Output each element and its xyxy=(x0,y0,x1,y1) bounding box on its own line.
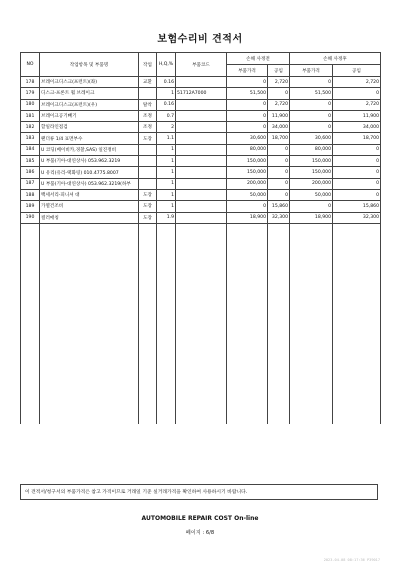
cell-b-labor: 32,300 xyxy=(268,212,290,223)
cell-hq: 1 xyxy=(157,167,176,178)
cell-work xyxy=(139,156,157,167)
cell-b-labor: 11,900 xyxy=(268,110,290,121)
col-code-header: 부품코드 xyxy=(176,53,227,77)
cell-hq: 2 xyxy=(157,122,176,133)
cell-code xyxy=(176,77,227,88)
cell-hq: 1 xyxy=(157,88,176,99)
cell-code xyxy=(176,212,227,223)
cell-a-labor: 11,900 xyxy=(333,110,381,121)
cell-a-labor: 0 xyxy=(333,88,381,99)
before-assessment-header: 손해 사정전 xyxy=(227,53,290,65)
cell-no: 178 xyxy=(21,77,40,88)
cell-item: 컬러매칭 xyxy=(40,212,139,223)
cell-a-part: 150,000 xyxy=(290,167,333,178)
cell-b-labor: 18,700 xyxy=(268,133,290,144)
cell-b-part: 0 xyxy=(227,77,268,88)
cell-no: 180 xyxy=(21,99,40,110)
cell-work: 도장 xyxy=(139,133,157,144)
cell-b-labor: 0 xyxy=(268,156,290,167)
col-no-header: NO xyxy=(21,53,40,77)
cell-hq: 1 xyxy=(157,144,176,155)
cell-a-part: 200,000 xyxy=(290,178,333,189)
cell-b-labor: 34,000 xyxy=(268,122,290,133)
cell-a-labor: 32,300 xyxy=(333,212,381,223)
cell-no: 184 xyxy=(21,144,40,155)
cell-code xyxy=(176,189,227,200)
cell-no: 190 xyxy=(21,212,40,223)
table-row xyxy=(21,144,381,155)
cell-no: 185 xyxy=(21,156,40,167)
cell-b-part: 0 xyxy=(227,99,268,110)
cell-item: U 부품(기아-대연상사) 053.962.3219(하부 xyxy=(40,178,139,189)
cell-work xyxy=(139,144,157,155)
cell-item: 브레이크공기빼기 xyxy=(40,110,139,121)
cell-work: 도장 xyxy=(139,189,157,200)
cell-code xyxy=(176,201,227,212)
cell-b-part: 150,000 xyxy=(227,167,268,178)
cell-work: 도장 xyxy=(139,212,157,223)
cell-item: U 부품(기아-대연상사) 053.962.3219 xyxy=(40,156,139,167)
cell-b-part: 80,000 xyxy=(227,144,268,155)
cell-a-part: 51,500 xyxy=(290,88,333,99)
cell-a-part: 0 xyxy=(290,99,333,110)
cell-b-labor: 0 xyxy=(268,167,290,178)
cell-work: 교환 xyxy=(139,77,157,88)
cell-work: 도장 xyxy=(139,201,157,212)
cell-work xyxy=(139,178,157,189)
cell-a-part: 50,000 xyxy=(290,189,333,200)
table-row xyxy=(21,156,381,167)
cell-item: 디스크-프론트 휠 브레이크 xyxy=(40,88,139,99)
table-body xyxy=(21,77,381,424)
cell-item: 백세서리-피니셔 대 xyxy=(40,189,139,200)
cell-hq: 1 xyxy=(157,201,176,212)
cell-no: 183 xyxy=(21,133,40,144)
cell-item: 할일라인점검 xyxy=(40,122,139,133)
cell-hq: 1.9 xyxy=(157,212,176,223)
cell-b-part: 30,600 xyxy=(227,133,268,144)
cell-b-part: 51,500 xyxy=(227,88,268,99)
cell-item: U 유리(유리-택화링) 010.4775.8007 xyxy=(40,167,139,178)
cell-a-labor: 2,720 xyxy=(333,99,381,110)
cell-b-part: 18,900 xyxy=(227,212,268,223)
cell-a-labor: 34,000 xyxy=(333,122,381,133)
table-row xyxy=(21,88,381,99)
cell-code xyxy=(176,167,227,178)
cell-code: 51712A7000 xyxy=(176,88,227,99)
cell-hq: 0.7 xyxy=(157,110,176,121)
cell-code xyxy=(176,156,227,167)
table-blank-area xyxy=(21,223,381,424)
before-labor-header: 공임 xyxy=(268,65,290,77)
cell-a-part: 150,000 xyxy=(290,156,333,167)
cell-a-labor: 0 xyxy=(333,144,381,155)
cell-work: 조정 xyxy=(139,110,157,121)
table-row xyxy=(21,122,381,133)
table-row xyxy=(21,110,381,121)
cell-a-labor: 0 xyxy=(333,189,381,200)
cell-a-part: 80,000 xyxy=(290,144,333,155)
cell-hq: 1 xyxy=(157,156,176,167)
cell-item: 브레이크디스크(프런트)(우) xyxy=(40,99,139,110)
cell-a-labor: 15,860 xyxy=(333,201,381,212)
print-stamp: 2023-04-08 08:17:36 P39017 xyxy=(323,558,380,562)
cell-work: 조정 xyxy=(139,122,157,133)
cell-a-part: 0 xyxy=(290,110,333,121)
table-row xyxy=(21,99,381,110)
cell-a-labor: 2,720 xyxy=(333,77,381,88)
table-row xyxy=(21,189,381,200)
cell-no: 186 xyxy=(21,167,40,178)
page-number: 페이지 : 6/8 xyxy=(185,530,215,536)
cell-a-labor: 0 xyxy=(333,178,381,189)
cell-hq: 0.16 xyxy=(157,99,176,110)
cell-no: 187 xyxy=(21,178,40,189)
after-assessment-header: 손해 사정후 xyxy=(290,53,381,65)
table-row xyxy=(21,133,381,144)
cell-b-labor: 0 xyxy=(268,144,290,155)
table-row xyxy=(21,167,381,178)
cell-b-part: 200,000 xyxy=(227,178,268,189)
cell-b-labor: 2,720 xyxy=(268,99,290,110)
cell-code xyxy=(176,110,227,121)
cell-b-labor: 15,860 xyxy=(268,201,290,212)
cell-b-part: 50,000 xyxy=(227,189,268,200)
cell-code xyxy=(176,122,227,133)
cell-b-part: 0 xyxy=(227,122,268,133)
after-part-price-header: 부품가격 xyxy=(290,65,333,77)
col-hq-header: H,Q,% xyxy=(157,53,176,77)
before-part-price-header: 부품가격 xyxy=(227,65,268,77)
price-notice: 이 견적서/청구서의 부품가격은 참고 가격이므로 거래일 기준 실거래가격을 확인하여 사용하시기 바랍니다. xyxy=(20,484,378,500)
cell-b-labor: 0 xyxy=(268,178,290,189)
col-work-header: 작업 xyxy=(139,53,157,77)
cell-a-labor: 18,700 xyxy=(333,133,381,144)
col-item-header: 작업항목 및 부품명 xyxy=(40,53,139,77)
page-title: 보험수리비 견적서 xyxy=(157,34,243,45)
cell-b-labor: 2,720 xyxy=(268,77,290,88)
cell-item: U 코딩(베이비카,경찰,SAS) 일진정비 xyxy=(40,144,139,155)
after-labor-header: 공임 xyxy=(333,65,381,77)
cell-b-part: 0 xyxy=(227,110,268,121)
cell-code xyxy=(176,133,227,144)
cell-hq: 1.1 xyxy=(157,133,176,144)
table-row xyxy=(21,77,381,88)
cell-code xyxy=(176,178,227,189)
cell-no: 181 xyxy=(21,110,40,121)
cell-code xyxy=(176,144,227,155)
cell-a-part: 30,600 xyxy=(290,133,333,144)
cell-item: 브레이크디스크(프런트)(좌) xyxy=(40,77,139,88)
table-row xyxy=(21,201,381,212)
cell-a-labor: 0 xyxy=(333,167,381,178)
cell-a-part: 0 xyxy=(290,201,333,212)
cell-a-part: 18,900 xyxy=(290,212,333,223)
cell-work xyxy=(139,88,157,99)
cell-a-labor: 0 xyxy=(333,156,381,167)
cell-no: 182 xyxy=(21,122,40,133)
cell-code xyxy=(176,99,227,110)
cell-hq: 1 xyxy=(157,178,176,189)
cell-no: 179 xyxy=(21,88,40,99)
cell-work: 탈착 xyxy=(139,99,157,110)
cell-no: 189 xyxy=(21,201,40,212)
cell-no: 188 xyxy=(21,189,40,200)
cell-b-part: 150,000 xyxy=(227,156,268,167)
cell-b-part: 0 xyxy=(227,201,268,212)
table-row xyxy=(21,212,381,223)
cell-b-labor: 0 xyxy=(268,88,290,99)
cell-a-part: 0 xyxy=(290,122,333,133)
cell-hq: 1 xyxy=(157,189,176,200)
footer-title: AUTOMOBILE REPAIR COST On-line xyxy=(141,515,259,522)
estimate-table xyxy=(20,52,381,424)
cell-b-labor: 0 xyxy=(268,189,290,200)
cell-a-part: 0 xyxy=(290,77,333,88)
cell-item: 가열건조비 xyxy=(40,201,139,212)
cell-work xyxy=(139,167,157,178)
cell-hq: 0.16 xyxy=(157,77,176,88)
cell-item: 팬더류 1/4 표면부수 xyxy=(40,133,139,144)
table-row xyxy=(21,178,381,189)
